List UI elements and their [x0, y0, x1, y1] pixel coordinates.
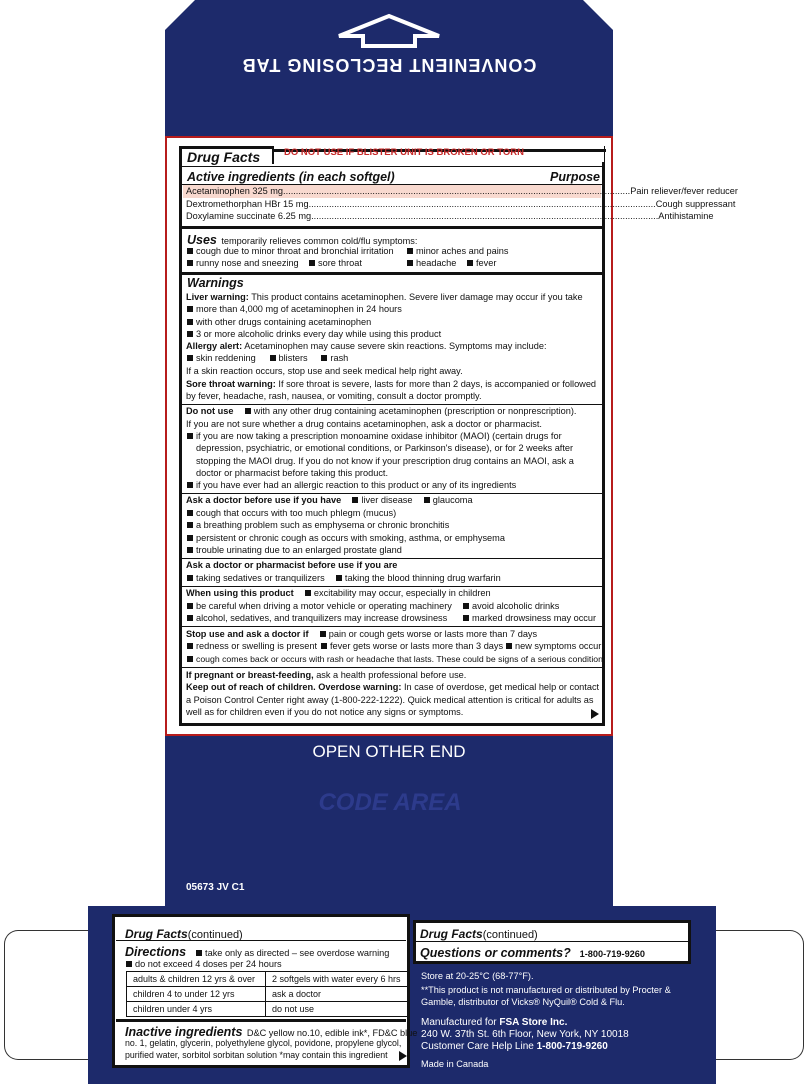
- reclosing-tab-label: CONVENIENT RECLOSING TAB: [241, 55, 537, 75]
- liver-warning: Liver warning: This product contains acetaminophen. Severe liver damage may occur if you take: [186, 292, 583, 302]
- ask-doctor: Ask a doctor before use if you have liver disease glaucoma: [186, 495, 473, 505]
- warnings-heading: Warnings: [187, 276, 244, 290]
- manufacturer: Manufactured for FSA Store Inc.: [421, 1017, 568, 1028]
- stop-use-item: new symptoms occur: [505, 640, 601, 653]
- customer-care: Customer Care Help Line 1-800-719-9260: [421, 1041, 608, 1052]
- ask-doctor-item: persistent or chronic cough as occurs with smoking, asthma, or emphysema: [186, 532, 505, 545]
- ask-doctor-item: a breathing problem such as emphysema or chronic bronchitis: [186, 519, 449, 532]
- directions-line: Directions take only as directed – see overdose warning: [125, 945, 390, 959]
- when-using-item: alcohol, sedatives, and tranquilizers may increase drowsiness: [186, 612, 447, 625]
- uses-section: Uses temporarily relieves common cold/flu symptoms:: [187, 233, 418, 247]
- ask-doctor-item: trouble urinating due to an enlarged prostate gland: [186, 544, 402, 557]
- side-tab-right: [716, 930, 804, 1060]
- uses-row: fever: [466, 257, 496, 270]
- up-arrow-icon: [335, 14, 443, 48]
- pregnant-warning: If pregnant or breast-feeding, ask a health professional before use.: [186, 670, 467, 680]
- keep-out-cont: a Poison Control Center right away (1-800-222-1222). Quick medical attention is critical for adults as: [186, 695, 594, 705]
- do-not-use-line: If you are not sure whether a drug contains acetaminophen, ask a doctor or pharmacist.: [186, 419, 542, 429]
- maoi-item-cont: stopping the MAOI drug. If you do not know if your prescription drug contains an MAOI, ask a: [196, 456, 574, 466]
- inactive-ingredients: Inactive ingredients D&C yellow no.10, edible ink*, FD&C blue: [125, 1025, 418, 1039]
- when-using-item: be careful when driving a motor vehicle or operating machinery: [186, 600, 452, 613]
- maoi-item-cont: depression, psychiatric, or emotional conditions, or Parkinson's disease), or for 2 weeks after: [196, 443, 574, 453]
- stop-use: Stop use and ask a doctor if pain or cough gets worse or lasts more than 7 days: [186, 629, 538, 639]
- ingredient-row: Acetaminophen 325 mg ........................................................................................................................................ Pain reliever/fever reducer: [186, 186, 738, 196]
- inactive-cont: no. 1, gelatin, glycerin, polyethylene glycol, povidone, propylene glycol,: [125, 1038, 402, 1048]
- purpose-heading: Purpose: [550, 170, 601, 184]
- ask-pharmacist-items: taking sedatives or tranquilizers taking the blood thinning drug warfarin: [186, 572, 501, 585]
- side-tab-left: [4, 930, 92, 1060]
- ask-pharmacist: Ask a doctor or pharmacist before use if you are: [186, 560, 398, 570]
- liver-item: with other drugs containing acetaminophen: [186, 316, 371, 329]
- uses-row: runny nose and sneezing: [186, 257, 299, 270]
- drug-facts-title: Drug Facts: [187, 149, 261, 165]
- stop-use-item: fever gets worse or lasts more than 3 days: [320, 640, 503, 653]
- active-ingredients-heading: Active ingredients (in each softgel): [187, 170, 395, 184]
- maoi-item-cont: doctor or pharmacist before taking this product.: [196, 468, 389, 478]
- disclaimer: **This product is not manufactured or distributed by Procter &: [421, 985, 671, 995]
- questions-line: Questions or comments? 1-800-719-9260: [420, 946, 646, 960]
- do-not-use: Do not use with any other drug containing acetaminophen (prescription or nonprescription).: [186, 406, 577, 416]
- sore-throat-warning: Sore throat warning: If sore throat is severe, lasts for more than 2 days, is accompanied or followed: [186, 379, 597, 389]
- keep-out-cont: well as for children even if you do not notice any signs or symptoms.: [186, 707, 464, 717]
- blister-warning: DO NOT USE IF BLISTER UNIT IS BROKEN OR TORN: [284, 147, 524, 158]
- maoi-item: if you are now taking a prescription monoamine oxidase inhibitor (MAOI) (certain drugs for: [186, 430, 562, 443]
- made-in: Made in Canada: [421, 1059, 489, 1069]
- storage-info: Store at 20-25°C (68-77°F).: [421, 971, 534, 981]
- when-using: When using this product excitability may occur, especially in children: [186, 588, 491, 598]
- directions-line: do not exceed 4 doses per 24 hours: [125, 958, 282, 971]
- table-row: children under 4 yrs do not use: [127, 1002, 408, 1017]
- table-row: adults & children 12 yrs & over 2 softgels with water every 6 hrs: [127, 972, 408, 987]
- disclaimer: Gamble, distributor of Vicks® NyQuil® Cold & Flu.: [421, 997, 625, 1007]
- df-continued-right: Drug Facts(continued): [420, 927, 538, 941]
- liver-item: more than 4,000 mg of acetaminophen in 24 hours: [186, 303, 402, 316]
- allergy-items: skin reddening blisters rash: [186, 352, 348, 365]
- uses-row: headache: [406, 257, 456, 270]
- allergic-reaction-item: if you have ever had an allergic reaction to this product or any of its ingredients: [186, 479, 516, 492]
- stop-use-item: cough comes back or occurs with rash or headache that lasts. These could be signs of a serious condition.: [186, 653, 605, 666]
- when-using-item: avoid alcoholic drinks: [462, 600, 559, 613]
- keep-out-of-reach: Keep out of reach of children. Overdose warning: In case of overdose, get medical help or contact: [186, 682, 600, 692]
- ingredient-row: Doxylamine succinate 6.25 mg ........................................................................................................................................ Antihistamine: [186, 211, 714, 221]
- allergy-after: If a skin reaction occurs, stop use and seek medical help right away.: [186, 366, 463, 376]
- allergy-alert: Allergy alert: Acetaminophen may cause severe skin reactions. Symptoms may include:: [186, 341, 547, 351]
- inactive-cont: purified water, sorbitol sorbitan solution *may contain this ingredient: [125, 1050, 388, 1060]
- dose-table: [126, 971, 408, 1017]
- uses-row: sore throat: [308, 257, 362, 270]
- stop-use-item: redness or swelling is present: [186, 640, 317, 653]
- when-using-item: marked drowsiness may occur: [462, 612, 596, 625]
- code-area: CODE AREA: [318, 789, 462, 816]
- uses-row: cough due to minor throat and bronchial irritation: [186, 245, 394, 258]
- ask-doctor-item: cough that occurs with too much phlegm (mucus): [186, 507, 396, 520]
- continue-arrow-icon: [591, 709, 599, 719]
- table-row: children 4 to under 12 yrs ask a doctor: [127, 987, 408, 1002]
- liver-item: 3 or more alcoholic drinks every day while using this product: [186, 328, 441, 341]
- lot-code: 05673 JV C1: [186, 882, 245, 893]
- continue-arrow-icon: [399, 1051, 407, 1061]
- sore-throat-warning-cont: by fever, headache, rash, nausea, or vomiting, consult a doctor promptly.: [186, 391, 482, 401]
- df-continued-left: Drug Facts(continued): [125, 927, 243, 941]
- uses-row: minor aches and pains: [406, 245, 508, 258]
- ingredient-row: Dextromethorphan HBr 15 mg ........................................................................................................................................ Cough suppressant: [186, 199, 736, 209]
- open-other-end: OPEN OTHER END: [312, 742, 466, 761]
- manufacturer-address: 240 W. 37th St. 6th Floor, New York, NY 10018: [421, 1029, 629, 1040]
